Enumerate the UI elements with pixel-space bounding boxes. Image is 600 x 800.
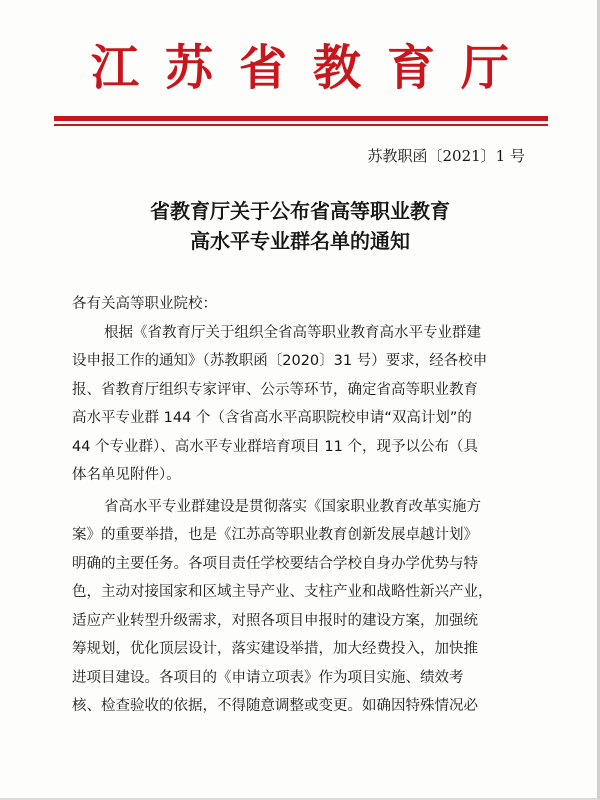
body-line: 案》的重要举措，也是《江苏高等职业教育创新发展卓越计划》 <box>72 527 478 543</box>
body-line: 报、省教育厅组织专家评审、公示等环节，确定省高等职业教育 <box>72 381 478 398</box>
notice-title-line: 省教育厅关于公布省高等职业教育 <box>150 199 450 223</box>
document-number: 苏教职函〔2021〕1 号 <box>367 147 525 165</box>
body-line: 色，主动对接国家和区域主导产业、支柱产业和战略性新兴产业， <box>72 584 493 600</box>
body-line: 核、检查验收的依据，不得随意调整或变更。如确因特殊情况必 <box>72 698 478 714</box>
body-line: 根据《省教育厅关于组织全省高等职业教育高水平专业群建 <box>104 324 481 341</box>
paragraph-2 <box>72 493 532 721</box>
letterhead-rule-thin <box>54 124 548 126</box>
body-line: 44 个专业群）、高水平专业群培育项目 11 个，现予以公布（具 <box>72 438 478 455</box>
paragraph-1 <box>72 319 532 490</box>
body-line: 进项目建设。各项目的《申请立项表》作为项目实施、绩效考 <box>72 669 464 686</box>
notice-body <box>72 290 532 721</box>
salutation: 各有关高等职业院校： <box>72 296 217 312</box>
body-line: 高水平专业群 144 个（含省高水平高职院校申请“双高计划”的 <box>72 410 472 426</box>
body-line: 省高水平专业群建设是贯彻落实《国家职业教育改革实施方 <box>104 498 481 515</box>
body-line: 筹规划，优化顶层设计，落实建设举措，加大经费投入，加快推 <box>72 641 478 657</box>
body-line: 体名单见附件）。 <box>72 467 181 483</box>
letterhead-title: 江苏省教育厅 <box>90 40 535 96</box>
notice-title <box>0 196 600 256</box>
body-line: 设申报工作的通知》（苏教职函〔2020〕31 号）要求，经各校申 <box>72 353 488 369</box>
letterhead-rule-thick <box>54 116 548 121</box>
body-line: 适应产业转型升级需求，对照各项目申报时的建设方案，加强统 <box>72 612 478 629</box>
notice-title-line: 高水平专业群名单的通知 <box>190 229 410 253</box>
body-line: 明确的主要任务。各项目责任学校要结合学校自身办学优势与特 <box>72 555 478 572</box>
